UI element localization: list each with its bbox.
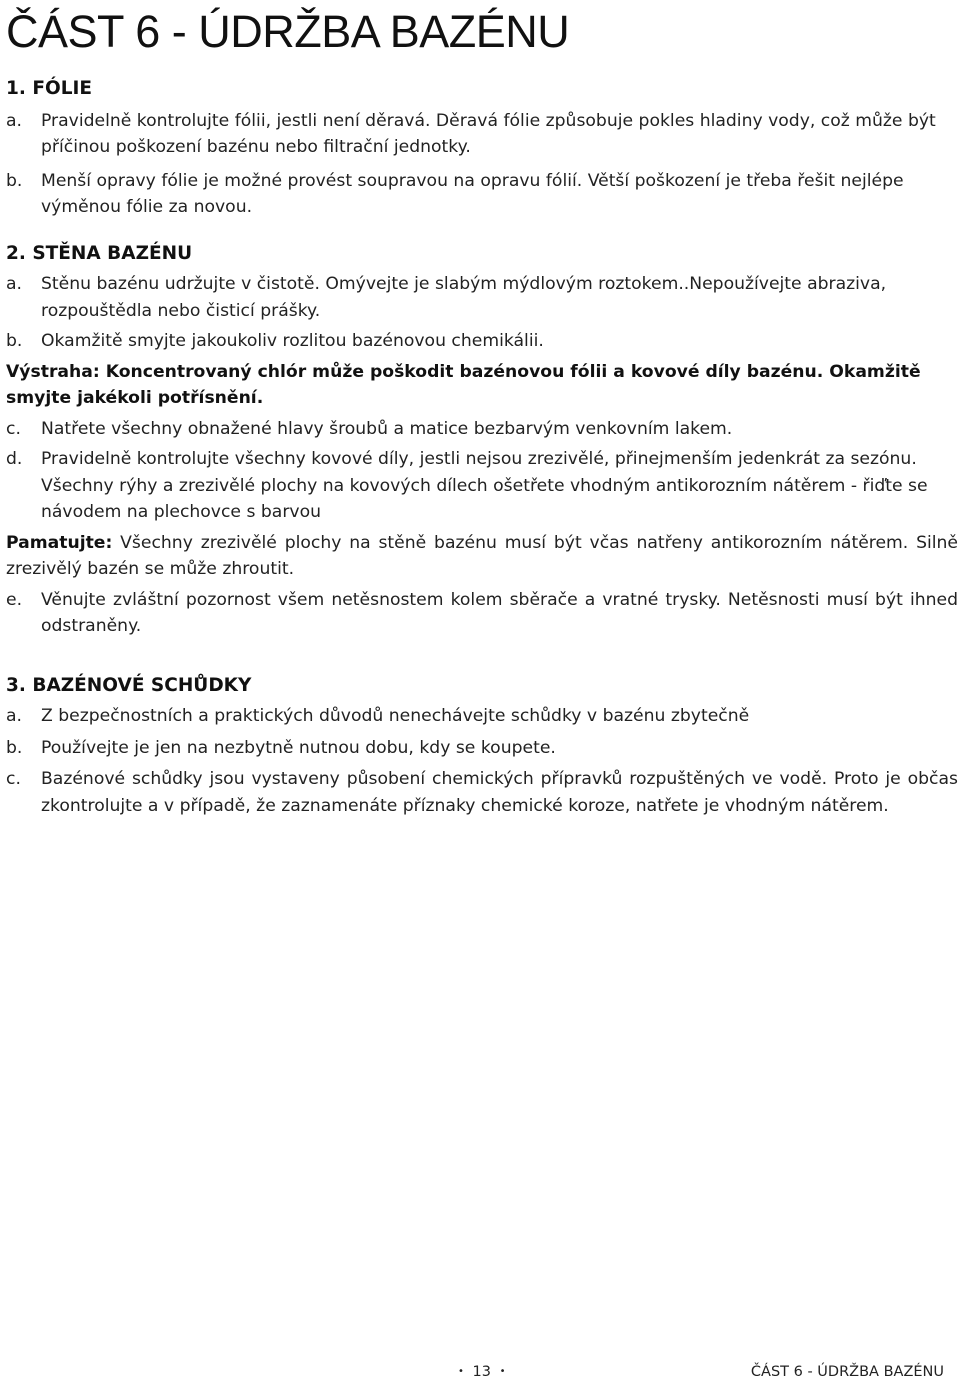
list-item (6, 108, 958, 161)
page-title: ČÁST 6 - ÚDRŽBA BAZÉNU (6, 6, 570, 57)
list-item (6, 587, 958, 640)
list-item-text: Menší opravy fólie je možné provést soupravou na opravu fólií. Větší poškození je třeba řešit nejlépe výměnou fólie za novou. (41, 170, 904, 217)
list-item-text: Používejte je jen na nezbytně nutnou dobu, kdy se koupete. (41, 737, 556, 758)
list-item (6, 735, 958, 762)
list-marker: e. (6, 589, 23, 610)
list-marker: b. (6, 737, 23, 758)
list-item-text: Z bezpečnostních a praktických důvodů nenechávejte schůdky v bazénu zbytečně (41, 706, 750, 726)
running-title: ČÁST 6 - ÚDRŽBA BAZÉNU (750, 1364, 944, 1380)
list-item (6, 168, 958, 221)
note-label: Pamatujte: (6, 532, 113, 553)
bullet-icon: • (458, 1365, 464, 1377)
list-item-text: Pravidelně kontrolujte fólii, jestli není děravá. Děravá fólie způsobuje pokles hladiny vody, což může být příčinou poškození bazénu nebo filtrační jednotky. (41, 110, 936, 157)
page-footer (0, 1364, 960, 1384)
list-item-text: Pravidelně kontrolujte všechny kovové díly, jestli nejsou zrezivělé, přinejmenším jedenkrát za sezónu. Všechny rýhy a zrezivělé plochy na kovových dílech ošetřete vhodným antikorozním nátěrem - řiďte se návodem na plechovce s barvou (41, 449, 928, 522)
list-item-text: Bazénové schůdky jsou vystaveny působení chemických přípravků rozpuštěných ve vodě. Proto je občas zkontrolujte a v případě, že zaznamenáte příznaky chemické koroze, natřete je vhodným nátěrem. (41, 769, 958, 816)
list-marker: c. (6, 769, 21, 789)
list-marker: a. (6, 706, 22, 726)
list-item-text: Stěnu bazénu udržujte v čistotě. Omývejte je slabým mýdlovým roztokem..Nepoužívejte abraziva, rozpouštědla nebo čisticí prášky. (41, 274, 887, 321)
list-item (6, 766, 958, 819)
note-paragraph (6, 530, 958, 583)
list-item-text: Věnujte zvláštní pozornost všem netěsnostem kolem sběrače a vratné trysky. Netěsnosti musí být ihned odstraněny. (41, 589, 958, 636)
list-item (6, 703, 958, 730)
list-item (6, 446, 958, 526)
list-item (6, 328, 958, 355)
section-heading-pool-wall: 2. STĚNA BAZÉNU (6, 242, 193, 264)
note-text: Všechny zrezivělé plochy na stěně bazénu musí být včas natřeny antikorozním nátěrem. Silně zrezivělý bazén se může zhroutit. (6, 532, 958, 579)
list-marker: d. (6, 449, 23, 469)
warning-text: Výstraha: Koncentrovaný chlór může poškodit bazénovou fólii a kovové díly bazénu. Okamžitě smyjte jakékoli potřísnění. (6, 361, 921, 408)
list-item (6, 416, 958, 443)
list-item (6, 271, 958, 324)
page-number-block (458, 1364, 505, 1380)
document-body (6, 74, 958, 819)
section-heading-pool-ladder: 3. BAZÉNOVÉ SCHŮDKY (6, 674, 252, 696)
page-number: 13 (472, 1364, 491, 1380)
list-marker: a. (6, 110, 22, 131)
list-item-text: Natřete všechny obnažené hlavy šroubů a matice bezbarvým venkovním lakem. (41, 418, 733, 439)
list-marker: b. (6, 170, 23, 191)
list-marker: b. (6, 331, 23, 351)
list-marker: a. (6, 274, 22, 294)
bullet-icon: • (499, 1365, 506, 1377)
list-item-text: Okamžitě smyjte jakoukoliv rozlitou bazénovou chemikálii. (41, 331, 544, 351)
section-heading-foil: 1. FÓLIE (6, 78, 93, 99)
list-marker: c. (6, 418, 21, 439)
